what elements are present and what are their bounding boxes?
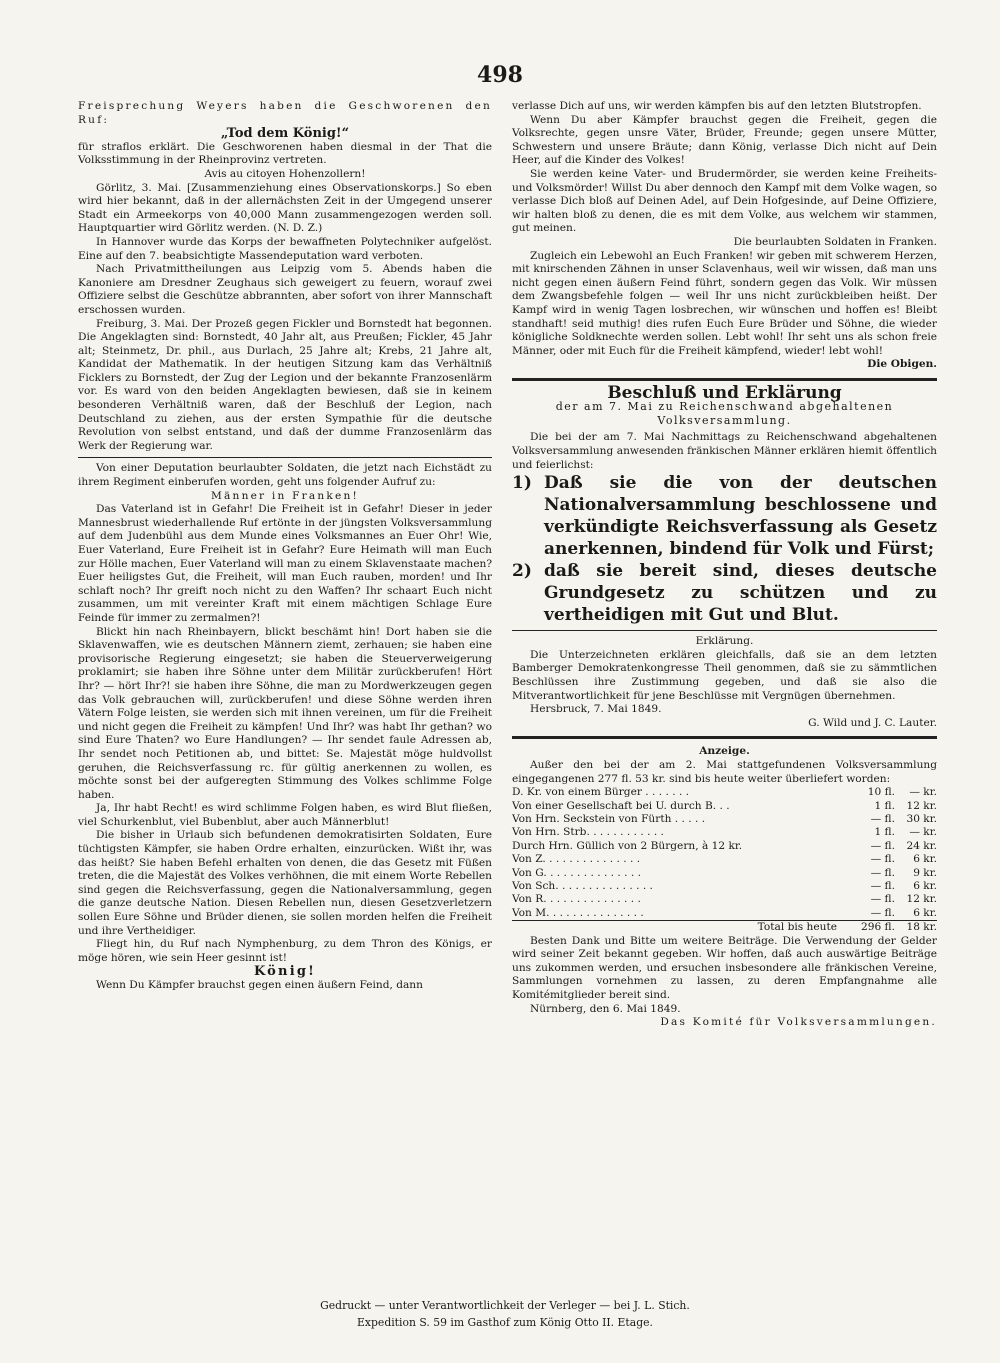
kr-cell: — kr. xyxy=(909,786,937,799)
fl-cell: 1 fl. xyxy=(874,826,895,839)
article-text: Von einer Deputation beurlaubter Soldaten, die jetzt nach Eichstädt zu ihrem Regiment einberufen worden, geht uns folgender Aufruf zu: xyxy=(78,462,492,489)
article-text: Die bisher in Urlaub sich befundenen demokratisirten Soldaten, Eure tüchtigsten Kämpfer, sie haben Ordre erhalten, einzurücken. Wißt ihr, was das heißt? Sie haben Befehl erhalten von denen, die das Gesetz mit Füßen treten, die die Majestät des Volkes verhöhnen, die mit einem Worte Rebellen sind gegen die Reichsverfassung, gegen die Nationalversammlung, gegen die ganze deutsche Nation. Diesen Rebellen nun, diesen Gesetzverletzern sollen Eure Söhne und Brüder dienen, sie sollen morden helfen die Freiheit und ihre Vertheidiger. xyxy=(78,829,492,937)
article-text: Ja, Ihr habt Recht! es wird schlimme Folgen haben, es wird Blut fließen, viel Schurkenblut, viel Bubenblut, aber auch Männerblut! xyxy=(78,802,492,828)
table-row xyxy=(512,786,937,799)
table-row xyxy=(512,826,937,839)
table-row xyxy=(512,853,937,866)
article-text: Die Unterzeichneten erklären gleichfalls, daß sie an dem letzten Bamberger Demokratenkongresse Theil genommen, daß sie zu sämmtlichen Beschlüssen ihre Zustimmung gegeben, und daß sie also die Mitverantwortlichkeit für jene Beschlüsse mit Vergnügen übernehmen. xyxy=(512,648,937,702)
donation-table xyxy=(512,786,937,934)
kr-cell: 6 kr. xyxy=(913,853,937,866)
fl-cell: — fl. xyxy=(870,880,895,893)
kr-cell: 12 kr. xyxy=(906,799,937,812)
list-item xyxy=(512,472,937,560)
fl-cell: 1 fl. xyxy=(874,799,895,812)
article-text: Görlitz, 3. Mai. [Zusammenziehung eines Observationskorps.] So eben wird hier bekannt, daß in der allernächsten Zeit in der Umgegend unserer Stadt ein Armeekorps von 40,000 Mann zusammengezogen werden soll. Hauptquartier wird Görlitz werden. (N. D. Z.) xyxy=(78,181,492,235)
divider xyxy=(512,630,937,631)
article-text: Freiburg, 3. Mai. Der Prozeß gegen Fickler und Bornstedt hat begonnen. Die Angeklagten sind: Bornstedt, 40 Jahr alt, aus Preußen; Fickler, 45 Jahr alt; Steinmetz, Dr. phil., aus Durlach, 25 Jahre alt; Krebs, 21 Jahre alt, Kandidat der Mathematik. In der heutigen Sitzung kam das Verhältniß Ficklers zu Bornstedt, der Zug der Legion und der bekannte Franzosenlärm vor. Es ward von den beiden Angeklagten bewiesen, daß sie in keinem besonderen Verhältniß waren, daß der Beschluß der Legion, nach Deutschland zu ziehen, aus der ersten Sympathie für die deutsche Revolution von selbst entstand, und daß der dumme Franzosenlärm das Werk der Regierung war. xyxy=(78,317,492,452)
resolution-subtitle: der am 7. Mai zu Reichenschwand abgehaltenen Volksversammlung. xyxy=(555,400,894,428)
fl-cell: — fl. xyxy=(870,893,895,906)
article-text: Wenn Du Kämpfer brauchst gegen einen äußern Feind, dann xyxy=(96,979,423,991)
article-heading: „Tod dem König!“ xyxy=(220,126,350,142)
article-text: verlasse Dich auf uns, wir werden kämpfen bis auf den letzten Blutstropfen. xyxy=(512,100,922,112)
kr-cell: 12 kr. xyxy=(906,893,937,906)
article-text: Zugleich ein Lebewohl an Euch Franken! wir geben mit schwerem Herzen, mit knirschenden Zähnen in unser Sclavenhaus, weil wir wissen, daß man uns nicht gegen einen äußern Feind führt, sondern gegen das Volk. Wir müssen dem Zwangsbefehle folgen — weil Ihr uns nicht zurückbleiben heißt. Der Kampf wird in wenig Tagen losbrechen, wir wünschen und hoffen es! Bleibt standhaft! seid muthig! dies rufen Euch Eure Brüder und Söhne, die wieder königliche Soldknechte werden sollen. Lebt wohl! Ihr seht uns als schon freie Männer, oder mit Euch für die Freiheit kämpfend, wieder! lebt wohl! xyxy=(512,249,937,357)
table-row xyxy=(512,880,937,893)
article-text: Das Vaterland ist in Gefahr! Die Freiheit ist in Gefahr! Dieser in jeder Mannesbrust wiederhallende Ruf ertönte in der jüngsten Volksversammlung auf dem Judenbühl aus dem Munde eines Volksmannes an Euer Ohr! Wie, Euer Vaterland, Eure Freiheit ist in Gefahr? Eure Heimath will man Euch zur Hölle machen, Euer Vaterland will man zu einem Sklavenstaate machen? Euer heiligstes Gut, die Freiheit, will man Euch rauben, morden! und Ihr schlaft noch? Ihr greift noch nicht zu den Waffen? Ihr schaart Euch nicht zusammen, um mit vereinter Kraft mit einem mächtigen Schlage Eure Feinde für immer zu zermalmen?! xyxy=(78,503,492,624)
divider xyxy=(512,378,937,381)
article-text: Die bei der am 7. Mai Nachmittags zu Reichenschwand abgehaltenen Volksversammlung anwesenden fränkischen Männer erklären hiemit öffentlich und feierlichst: xyxy=(512,431,937,471)
fl-cell: 296 fl. xyxy=(837,921,895,935)
article-heading: Erklärung. xyxy=(695,635,754,648)
signature: Das Komité für Volksversammlungen. xyxy=(660,1016,937,1029)
donor-cell: Von Hrn. Seckstein von Fürth . . . . . xyxy=(512,813,706,825)
kr-cell: 9 kr. xyxy=(913,866,937,879)
article-text: Wenn Du aber Kämpfer brauchst gegen die Freiheit, gegen die Volksrechte, gegen unsre Väter, Brüder, Freunde; gegen unsere Mütter, Schwestern und unsere Bräute; dann König, verlasse Dich nicht auf Dein Heer, auf die Kinder des Volkes! xyxy=(512,113,937,167)
divider xyxy=(512,736,937,739)
article-text: In Hannover wurde das Korps der bewaffneten Polytechniker aufgelöst. Eine auf den 7. beabsichtigte Massendeputation ward verboten. xyxy=(78,235,492,262)
donor-cell: Von Hrn. Strb. . . . . . . . . . . . xyxy=(512,826,664,839)
article-text: Blickt hin nach Rheinbayern, blickt beschämt hin! Dort haben sie die Sklavenwaffen, wie es deutschen Männern ziemt, zerhauen; sie haben eine provisorische Regierung eingesetzt; sie haben die Steuerverweigerung proklamirt; sie haben ihre Söhne unter dem Militär zurückberufen! Hört Ihr? — hört Ihr?! sie haben ihre Söhne, die man zu Mordwerkzeugen gegen das Volk gebrauchen will, zurückberufen! und diese Söhne werden ihren Vätern Folge leisten, sie werden sich mit ihnen vereinen, um für die Freiheit und nicht gegen die Freiheit zu kämpfen! Und Ihr? was habt Ihr gethan? wo sind Eure Thaten? wo Eure Handlungen? — Ihr sendet faule Adressen ab, Ihr sendet noch Petitionen ab, und bittet: Se. Majestät möge huldvollst geruhen, die Reichsverfassung rc. für gültig anerkennen zu wollen, es möchte sonst bei der aufgeregten Stimmung des Volkes schlimme Folge haben. xyxy=(78,625,492,801)
left-column xyxy=(78,100,492,993)
list-number: 1) xyxy=(512,473,532,494)
expedition-line: Expedition S. 59 im Gasthof zum König Otto II. Etage. xyxy=(357,1316,653,1329)
article-text: Nach Privatmittheilungen aus Leipzig vom 5. Abends haben die Kanoniere am Dresdner Zeughaus sich geweigert zu feuern, worauf zwei Offiziere selbst die Geschütze abbrannten, aber sofort von ihrer Mannschaft erschossen wurden. xyxy=(78,263,492,316)
resolution-list xyxy=(512,472,937,626)
fl-cell: — fl. xyxy=(870,906,895,919)
table-row xyxy=(512,840,937,853)
divider xyxy=(78,457,492,458)
kr-cell: 6 kr. xyxy=(913,880,937,893)
donor-cell: Von einer Gesellschaft bei U. durch B. . . xyxy=(512,799,730,812)
page-number: 498 xyxy=(477,62,523,88)
table-row xyxy=(512,907,937,921)
dateline: Hersbruck, 7. Mai 1849. xyxy=(530,703,662,716)
donor-cell: Von Z. . . . . . . . . . . . . . . xyxy=(512,853,641,866)
donor-cell: Von M. . . . . . . . . . . . . . . xyxy=(512,906,644,919)
fl-cell: 10 fl. xyxy=(867,786,895,799)
kr-cell: 30 kr. xyxy=(906,813,937,825)
fl-cell: — fl. xyxy=(870,839,895,852)
fl-cell: — fl. xyxy=(870,853,895,866)
article-text: Avis au citoyen Hohenzollern! xyxy=(204,167,366,180)
article-text: Außer den bei der am 2. Mai stattgefundenen Volksversammlung eingegangenen 277 fl. 53 kr. sind bis heute weiter überliefert worden: xyxy=(512,759,937,785)
article-heading: Anzeige. xyxy=(699,745,750,758)
list-text: daß sie bereit sind, dieses deutsche Grundgesetz zu schützen und zu vertheidigen mit Gut und Blut. xyxy=(544,561,937,626)
signature: Die beurlaubten Soldaten in Franken. xyxy=(733,235,937,248)
resolution-title: Beschluß und Erklärung xyxy=(607,382,842,403)
table-row xyxy=(512,813,937,826)
table-row xyxy=(512,867,937,880)
signature: Die Obigen. xyxy=(867,358,937,371)
article-heading: Männer in Franken! xyxy=(210,489,359,502)
list-text: Daß sie die von der deutschen Nationalversammlung beschlossene und verkündigte Reichsverfassung als Gesetz anerkennen, bindend für Volk und Fürst; xyxy=(544,473,937,560)
donor-cell: D. Kr. von einem Bürger . . . . . . . xyxy=(512,786,690,799)
kr-cell: 18 kr. xyxy=(895,921,937,935)
dateline: Nürnberg, den 6. Mai 1849. xyxy=(530,1002,681,1015)
article-text: Fliegt hin, du Ruf nach Nymphenburg, zu dem Thron des Königs, er möge hören, wie sein Heer gesinnt ist! xyxy=(78,938,492,964)
donor-cell: Von R. . . . . . . . . . . . . . . xyxy=(512,893,641,906)
kr-cell: — kr. xyxy=(909,826,937,839)
list-number: 2) xyxy=(512,561,532,582)
total-row xyxy=(512,921,937,935)
fl-cell: — fl. xyxy=(870,813,895,825)
imprint-line: Gedruckt — unter Verantwortlichkeit der Verleger — bei J. L. Stich. xyxy=(320,1299,690,1312)
fl-cell: — fl. xyxy=(870,866,895,879)
article-text: Freisprechung Weyers haben die Geschworenen den Ruf: xyxy=(78,100,492,126)
donor-cell: Durch Hrn. Güllich von 2 Bürgern, à 12 kr. xyxy=(512,839,743,852)
kr-cell: 6 kr. xyxy=(913,906,937,919)
right-column xyxy=(512,100,937,1030)
table-row xyxy=(512,893,937,906)
article-heading: König! xyxy=(253,964,317,980)
article-text: Sie werden keine Vater- und Brudermörder, sie werden keine Freiheits- und Volksmörder! Willst Du aber dennoch den Kampf mit dem Volke wagen, so verlasse Dich bloß auf Deinen Adel, auf Dein Hofgesinde, auf Deine Offiziere, wir halten bloß zu denen, die es mit dem Volke, aus welchem wir stammen, gut meinen. xyxy=(512,167,937,235)
article-text: Besten Dank und Bitte um weitere Beiträge. Die Verwendung der Gelder wird seiner Zeit bekannt gegeben. Wir hoffen, daß auch auswärtige Beiträge uns zukommen werden, und ersuchen insbesondere alle fränkischen Vereine, Sammlungen vornehmen zu lassen, zu deren Empfangnahme alle Komitémitglieder bereit sind. xyxy=(512,934,937,1002)
kr-cell: 24 kr. xyxy=(906,839,937,852)
donor-cell: Von Sch. . . . . . . . . . . . . . . xyxy=(512,880,653,893)
article-text: für straflos erklärt. Die Geschworenen haben diesmal in der That die Volksstimmung in der Rheinprovinz vertreten. xyxy=(78,140,492,167)
signature: G. Wild und J. C. Lauter. xyxy=(808,716,937,729)
list-item xyxy=(512,560,937,626)
total-label: Total bis heute xyxy=(512,921,837,935)
donor-cell: Von G. . . . . . . . . . . . . . . xyxy=(512,866,641,879)
table-row xyxy=(512,800,937,813)
